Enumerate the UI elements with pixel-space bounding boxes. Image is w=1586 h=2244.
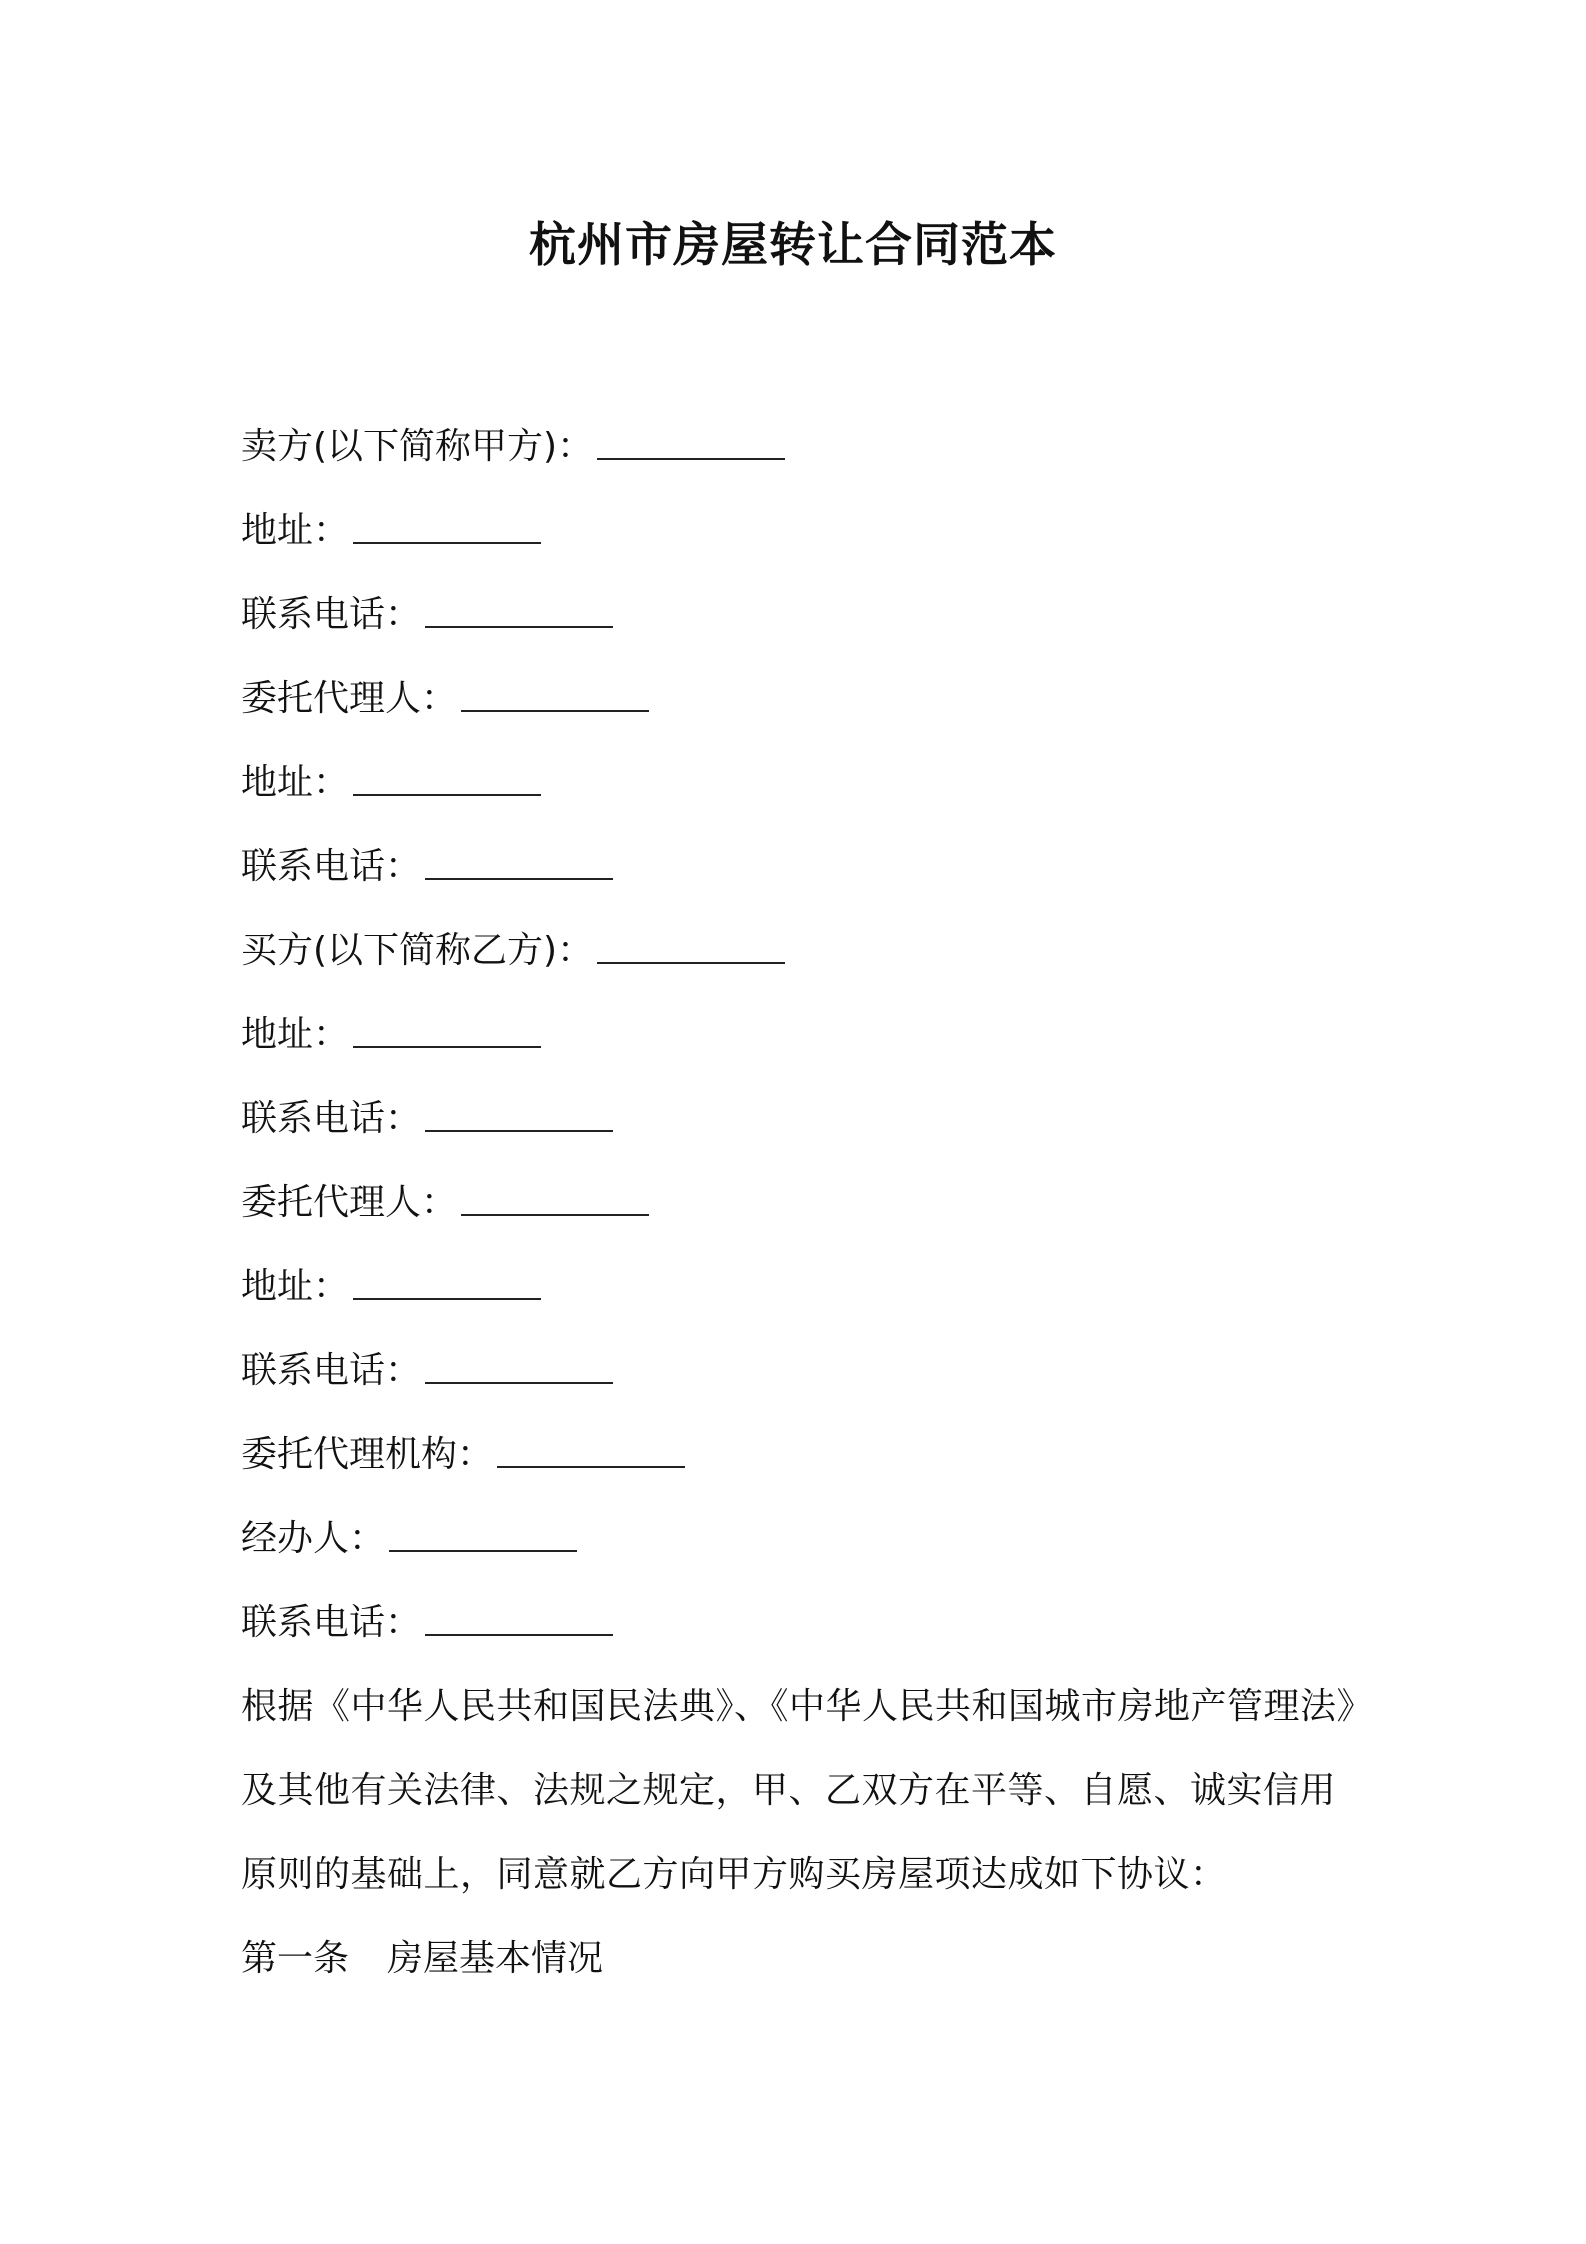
field-seller: [241, 405, 1361, 489]
field-buyer: [241, 909, 1361, 993]
field-label: 经办人：: [241, 1518, 386, 1559]
fill-in-blank: [425, 1594, 613, 1636]
field-buyer-agent: [241, 1161, 1361, 1245]
fill-in-blank: [353, 502, 541, 544]
fill-in-blank: [425, 838, 613, 880]
fill-in-blank: [425, 1342, 613, 1384]
field-label: 地址：: [241, 510, 350, 551]
field-buyer-address: [241, 993, 1361, 1077]
field-label: 联系电话：: [241, 1098, 422, 1139]
field-seller-agent-phone: [241, 825, 1361, 909]
fill-in-blank: [461, 670, 649, 712]
field-label: 买方(以下简称乙方)：: [241, 930, 594, 971]
preamble-paragraph: [241, 1665, 1374, 1917]
fill-in-blank: [461, 1174, 649, 1216]
preamble-line: 及其他有关法律、法规之规定，甲、乙双方在平等、自愿、诚实信用: [241, 1770, 1337, 1811]
document-body: [241, 405, 1374, 2001]
preamble-line: 原则的基础上，同意就乙方向甲方购买房屋项达成如下协议：: [241, 1854, 1227, 1895]
field-label: 委托代理机构：: [241, 1434, 494, 1475]
field-label: 委托代理人：: [241, 1182, 458, 1223]
article-title: 房屋基本情况: [387, 1938, 604, 1979]
field-seller-phone: [241, 573, 1361, 657]
fill-in-blank: [353, 1258, 541, 1300]
field-label: 地址：: [241, 1266, 350, 1307]
fill-in-blank: [425, 1090, 613, 1132]
fill-in-blank: [597, 922, 785, 964]
fill-in-blank: [389, 1510, 577, 1552]
field-label: 联系电话：: [241, 1602, 422, 1643]
field-buyer-agent-phone: [241, 1329, 1361, 1413]
field-label: 委托代理人：: [241, 678, 458, 719]
field-label: 地址：: [241, 762, 350, 803]
field-handler-phone: [241, 1581, 1361, 1665]
field-label: 联系电话：: [241, 1350, 422, 1391]
fill-in-blank: [497, 1426, 685, 1468]
field-buyer-agent-address: [241, 1245, 1361, 1329]
field-seller-agent-address: [241, 741, 1361, 825]
field-agency: [241, 1413, 1361, 1497]
field-seller-address: [241, 489, 1361, 573]
preamble-line: 根据《中华人民共和国民法典》、《中华人民共和国城市房地产管理法》: [241, 1686, 1374, 1727]
fill-in-blank: [353, 754, 541, 796]
article-number: 第一条: [241, 1938, 350, 1979]
fill-in-blank: [597, 418, 785, 460]
field-seller-agent: [241, 657, 1361, 741]
document-title: 杭州市房屋转让合同范本: [529, 218, 1057, 273]
field-label: 卖方(以下简称甲方)：: [241, 426, 594, 467]
article-heading: [241, 1917, 1361, 2001]
field-label: 联系电话：: [241, 594, 422, 635]
field-label: 地址：: [241, 1014, 350, 1055]
field-buyer-phone: [241, 1077, 1361, 1161]
fill-in-blank: [353, 1006, 541, 1048]
field-label: 联系电话：: [241, 846, 422, 887]
field-handler: [241, 1497, 1361, 1581]
fill-in-blank: [425, 586, 613, 628]
